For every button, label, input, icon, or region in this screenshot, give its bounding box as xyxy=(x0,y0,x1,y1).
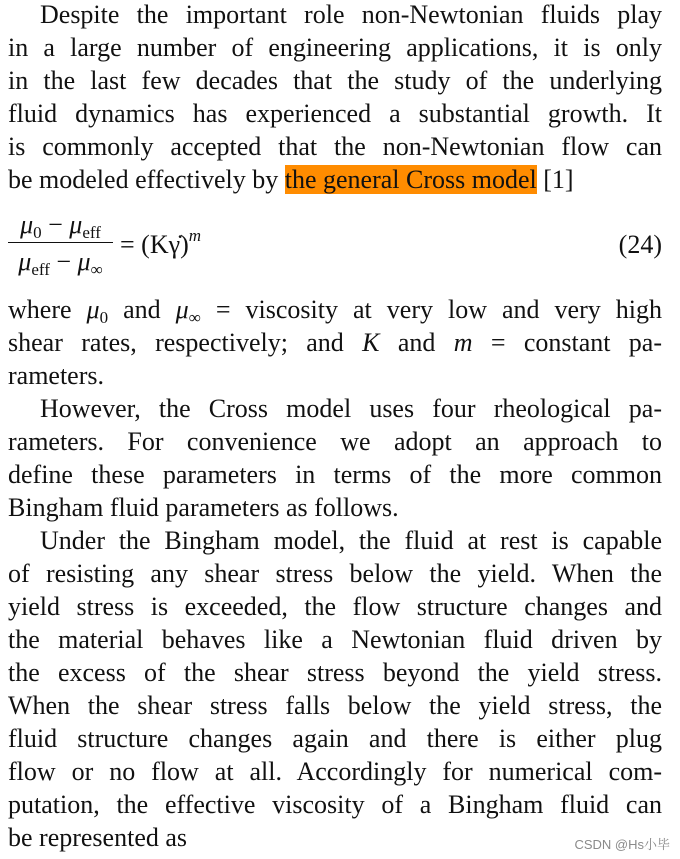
rhs: = (Kγ̇) xyxy=(120,230,189,259)
text-line xyxy=(8,326,662,359)
sub: ∞ xyxy=(90,260,103,279)
sub: eff xyxy=(31,260,50,279)
highlighted-text: the general Cross model xyxy=(284,165,537,194)
watermark: CSDN @Hs小毕 xyxy=(574,837,670,852)
text-line: yield stress is exceeded, the flow structure changes and xyxy=(8,592,662,621)
text: and xyxy=(379,328,454,357)
text-line: Despite the important role non-Newtonian fluids play xyxy=(40,0,662,29)
text: shear rates, respectively; and xyxy=(8,328,363,357)
equation-number: (24) xyxy=(618,230,662,259)
sub: ∞ xyxy=(188,308,201,327)
text-line: be represented as xyxy=(8,823,188,852)
text-line: is commonly accepted that the non-Newtonian flow can xyxy=(8,132,662,161)
exponent: m xyxy=(188,226,202,245)
text-line: of resisting any shear stress below the yield. When the xyxy=(8,559,662,588)
sub: eff xyxy=(82,223,101,242)
text-line: When the shear stress falls below the yield stress, the xyxy=(8,691,662,720)
text-line: fluid dynamics has experienced a substantial growth. It xyxy=(8,99,662,128)
text-line: the excess of the shear stress beyond the yield stress. xyxy=(8,658,662,687)
text-line: the material behaves like a Newtonian fluid driven by xyxy=(8,625,662,654)
mu: μ xyxy=(86,295,100,324)
op: − xyxy=(49,247,78,276)
text-line xyxy=(8,163,662,196)
text-line: putation, the effective viscosity of a Bingham fluid can xyxy=(8,790,662,819)
sub: 0 xyxy=(33,223,42,242)
text-line: in a large number of engineering applications, it is only xyxy=(8,33,662,62)
text: = viscosity at very low and very high xyxy=(200,295,662,324)
text: and xyxy=(108,295,176,324)
text-line xyxy=(8,293,662,326)
numerator xyxy=(8,208,113,243)
citation: [1] xyxy=(536,165,574,194)
text: = constant pa- xyxy=(472,328,663,357)
equation-24 xyxy=(8,208,662,282)
denominator xyxy=(8,243,113,277)
var-k: K xyxy=(362,328,380,357)
text-line: in the last few decades that the study of the underlying xyxy=(8,66,662,95)
text-line: define these parameters in terms of the more common xyxy=(8,460,662,489)
sub: 0 xyxy=(99,308,109,327)
text-line: fluid structure changes again and there is either plug xyxy=(8,724,662,753)
text-line: However, the Cross model uses four rheological pa- xyxy=(40,394,662,423)
text-line: Bingham fluid parameters as follows. xyxy=(8,493,399,522)
text: be modeled effectively by xyxy=(8,165,285,194)
op: − xyxy=(41,210,70,239)
mu: μ xyxy=(175,295,189,324)
text-line: Under the Bingham model, the fluid at rest is capable xyxy=(40,526,662,555)
mu: μ xyxy=(20,210,34,239)
equation-rhs xyxy=(120,228,201,262)
fraction xyxy=(8,208,113,277)
text-line: rameters. For convenience we adopt an approach to xyxy=(8,427,662,456)
text-line: rameters. xyxy=(8,361,105,390)
mu: μ xyxy=(77,247,91,276)
text: where xyxy=(8,295,87,324)
var-m: m xyxy=(453,328,473,357)
mu: μ xyxy=(18,247,32,276)
text-line: flow or no flow at all. Accordingly for numerical com- xyxy=(8,757,662,786)
mu: μ xyxy=(69,210,83,239)
